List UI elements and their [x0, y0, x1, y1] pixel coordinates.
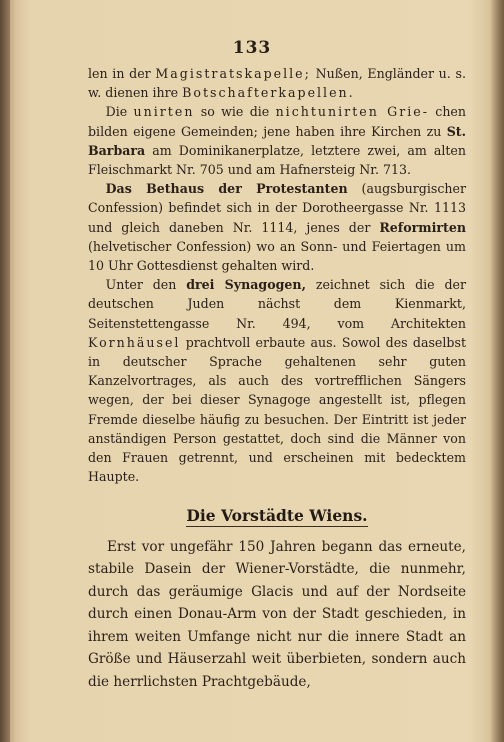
page-number: 133 — [232, 38, 272, 58]
closing-paragraph: Erst vor ungefähr 150 Jahren begann das erneute, stabile Dasein der Wiener-Vorstädte, die nunmehr, durch das geräumige Glacis und auf der Nordseite durch einen Donau-Arm von der Stadt geschieden, in ihrem weiten Umfange nicht nur die innere Stadt an Größe und Häuserzahl weit überbieten, sondern auch die herrlichsten Prachtgebäude, — [88, 538, 466, 690]
body-text — [88, 64, 466, 693]
text-run: (helvetischer Confession) wo an Sonn- und Feiertagen um 10 Uhr Gottesdienst gehalten wird. — [88, 238, 466, 274]
text-run: unirten — [133, 104, 195, 120]
section-heading-text: Die Vorstädte Wiens. — [186, 506, 368, 526]
text-run: chen bilden eigene Gemeinden; jene haben ihre Kirchen zu — [88, 104, 466, 139]
text-run: am Dominikanerplatze, letztere zwei, am alten Fleischmarkt Nr. 705 und am Hafnersteig Nr. 713. — [88, 142, 466, 178]
paragraph-p4 — [88, 275, 466, 486]
text-run: Das Bethaus der Protestanten — [105, 181, 348, 197]
section-heading — [88, 506, 466, 525]
text-run: drei Synagogen, — [186, 277, 306, 293]
text-run: Unter den — [105, 277, 187, 293]
text-run: prachtvoll erbaute aus. Sowol des daselbst in deutscher Sprache gehaltenen sehr guten Kanzelvortrages, als auch des vortrefflichen Sängers wegen, der bei dieser Synagoge angestellt ist, pflegen Fremde dieselbe häufig zu besuchen. Der Eintritt ist jeder anständigen Person gestattet, doch sind die Männer von den Frauen getrennt, und erscheinen mit bedecktem Haupte. — [88, 334, 466, 485]
text-run: (augsburgischer Confession) befindet sich in der Dorotheergasse Nr. 1113 und gleich daneben Nr. 1114, jenes der — [88, 181, 466, 235]
text-run: Magistratskapelle; — [155, 66, 311, 81]
text-run: Kornhäusel — [88, 334, 181, 350]
text-run: St. Barbara — [88, 123, 466, 158]
text-run: so wie die — [194, 104, 276, 120]
text-run: nichtunirten Grie- — [275, 104, 429, 120]
text-run: Nußen, Engländer u. s. w. dienen ihre — [88, 66, 466, 101]
text-run: Reformirten — [379, 219, 466, 235]
paragraph-p3 — [88, 179, 466, 275]
paragraph-p2 — [88, 102, 466, 179]
text-run: zeichnet sich die der deutschen Juden nächst dem Kienmarkt, Seitenstettengasse Nr. 494, vom Architekten — [88, 277, 466, 331]
page-edge-shadow — [490, 0, 504, 742]
paragraph-p1 — [88, 64, 466, 102]
text-run: Die — [105, 104, 134, 120]
text-run: len in der — [88, 66, 156, 81]
paragraph-list — [88, 64, 466, 486]
book-spine — [0, 0, 10, 742]
text-run: Botschafterkapellen. — [182, 85, 355, 101]
